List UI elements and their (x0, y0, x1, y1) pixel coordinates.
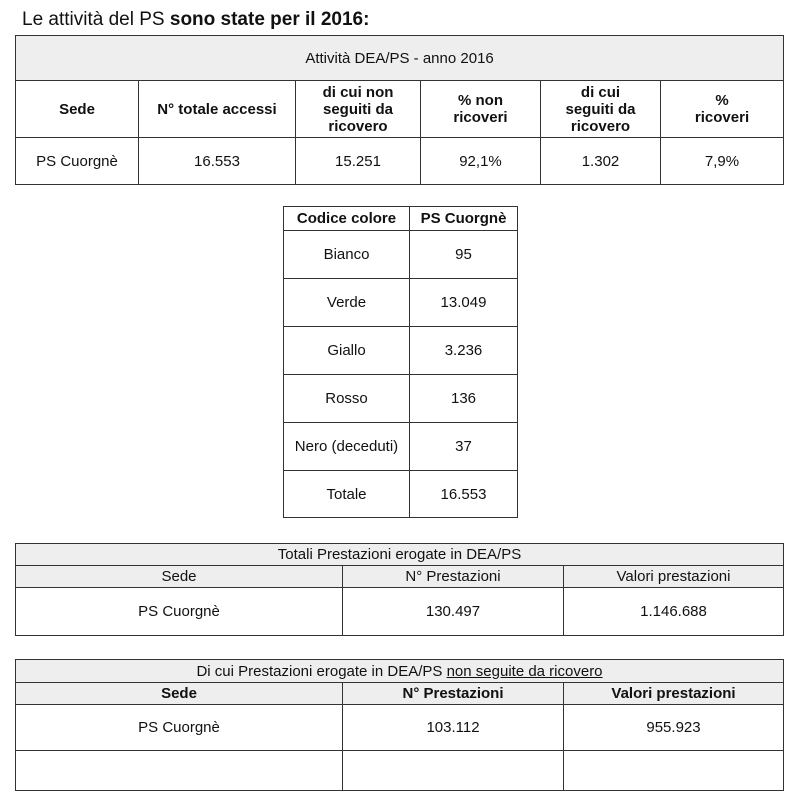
cell: Totale (284, 471, 410, 518)
cell: Giallo (284, 327, 410, 375)
activity-table-title: Attività DEA/PS - anno 2016 (16, 36, 784, 81)
activity-table (15, 35, 784, 185)
title-underlined: non seguite da ricovero (446, 662, 603, 680)
non-admitted-services-table (15, 659, 784, 791)
cell: Nero (deceduti) (284, 423, 410, 471)
table-row (284, 279, 518, 327)
header-pct-admitted: % ricoveri (661, 81, 784, 138)
header-non-admitted: di cui non seguiti da ricovero (296, 81, 421, 138)
header-sede: Sede (16, 683, 343, 705)
cell: PS Cuorgnè (16, 588, 343, 636)
table-row (284, 423, 518, 471)
total-services-title: Totali Prestazioni erogate in DEA/PS (16, 544, 784, 566)
header-n-services: N° Prestazioni (343, 566, 564, 588)
cell: Rosso (284, 375, 410, 423)
color-code-table (283, 206, 518, 518)
cell: 13.049 (410, 279, 518, 327)
header-values: Valori prestazioni (564, 683, 784, 705)
header-pct-non-admitted: % non ricoveri (421, 81, 541, 138)
empty-row (16, 751, 784, 791)
header-total-access: N° totale accessi (139, 81, 296, 138)
cell: 955.923 (564, 705, 784, 751)
cell: 7,9% (661, 138, 784, 185)
header-admitted: di cui seguiti da ricovero (541, 81, 661, 138)
total-services-table (15, 543, 784, 636)
intro-bold: sono state per il 2016: (169, 9, 370, 30)
cell: 1.302 (541, 138, 661, 185)
table-row (16, 705, 784, 751)
cell (343, 751, 564, 791)
cell: PS Cuorgnè (16, 138, 139, 185)
header-sede: Sede (16, 81, 139, 138)
cell: 16.553 (139, 138, 296, 185)
header-color-code: Codice colore (284, 207, 410, 231)
cell: 136 (410, 375, 518, 423)
cell: 95 (410, 231, 518, 279)
table-row (284, 375, 518, 423)
cell: Verde (284, 279, 410, 327)
title-start: Di cui Prestazioni erogate in DEA/PS (196, 662, 447, 680)
cell: Bianco (284, 231, 410, 279)
cell: 3.236 (410, 327, 518, 375)
cell: 1.146.688 (564, 588, 784, 636)
header-values: Valori prestazioni (564, 566, 784, 588)
cell: 37 (410, 423, 518, 471)
cell: 130.497 (343, 588, 564, 636)
cell (16, 751, 343, 791)
cell: 16.553 (410, 471, 518, 518)
table-row (16, 588, 784, 636)
cell: 103.112 (343, 705, 564, 751)
cell: 15.251 (296, 138, 421, 185)
cell (564, 751, 784, 791)
intro-text (22, 9, 369, 31)
non-admitted-services-title (16, 660, 784, 683)
header-n-services: N° Prestazioni (343, 683, 564, 705)
header-ps: PS Cuorgnè (410, 207, 518, 231)
table-row (284, 327, 518, 375)
cell: 92,1% (421, 138, 541, 185)
cell: PS Cuorgnè (16, 705, 343, 751)
table-row (284, 471, 518, 518)
intro-normal: Le attività del PS (22, 9, 170, 30)
table-row (284, 231, 518, 279)
header-sede: Sede (16, 566, 343, 588)
